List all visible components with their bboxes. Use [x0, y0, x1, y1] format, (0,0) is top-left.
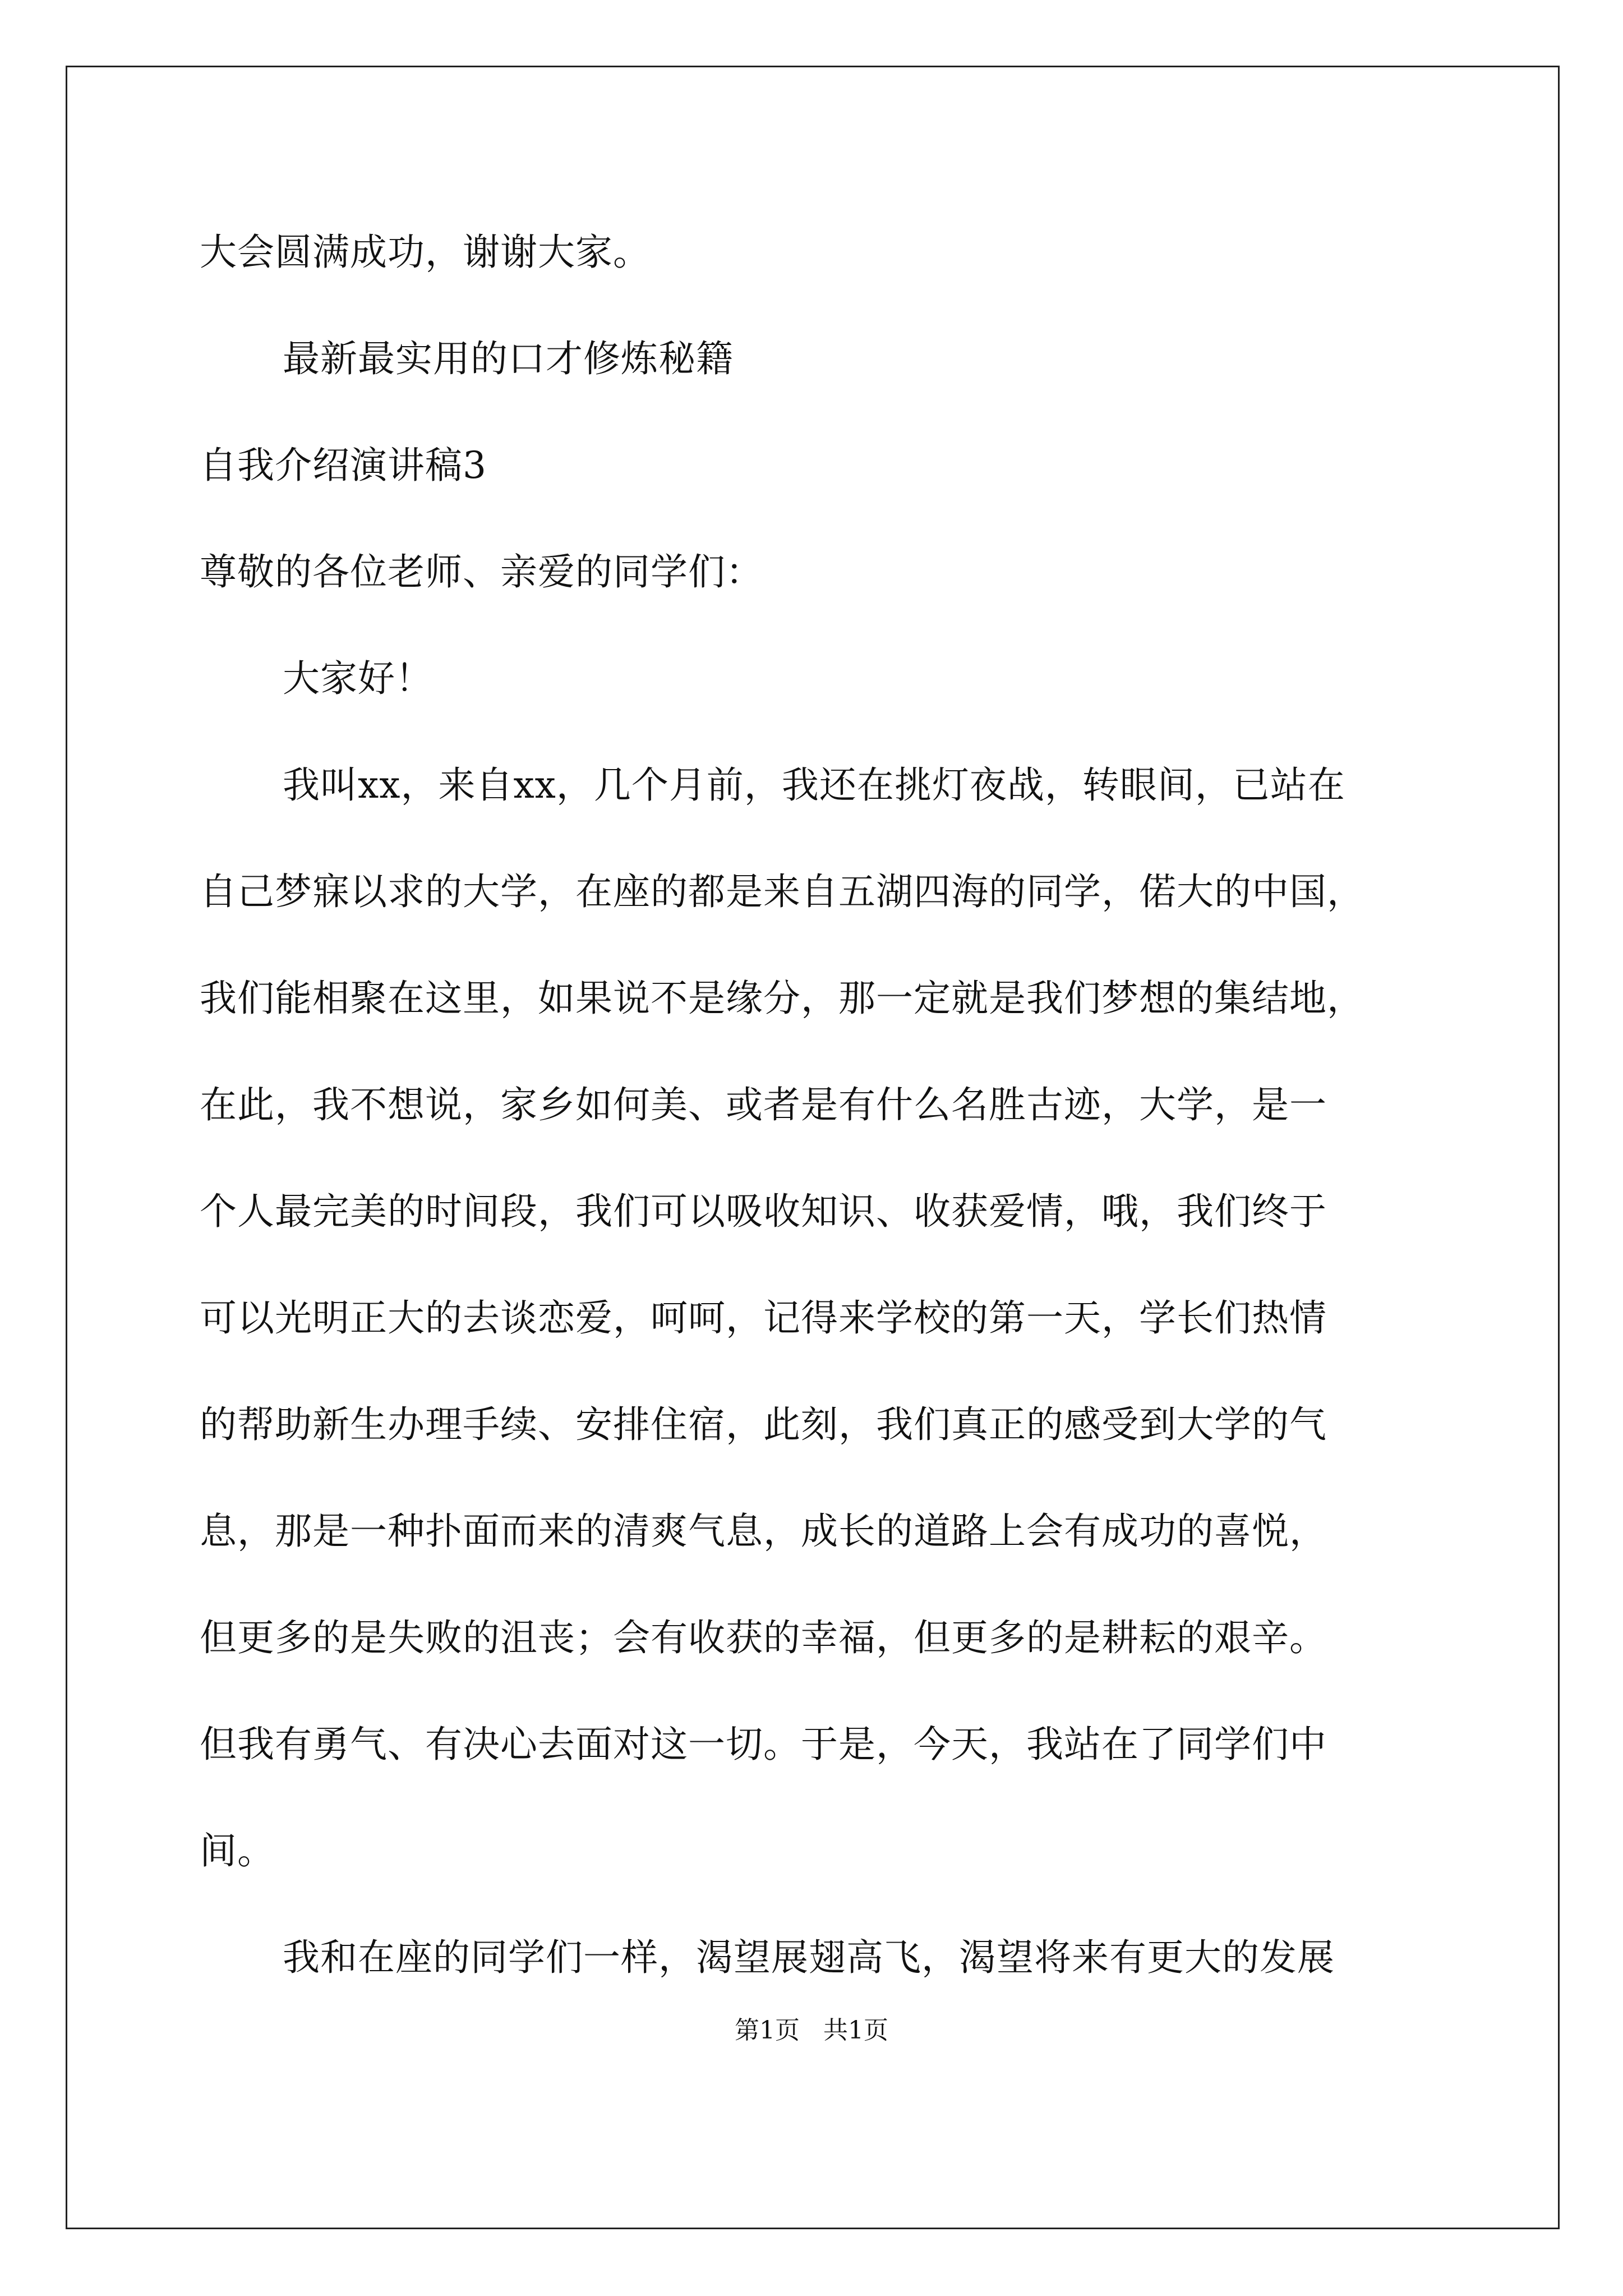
text-line-closing: 大会圆满成功，谢谢大家。: [200, 231, 651, 274]
text-line-ad-link: 最新最实用的口才修炼秘籍: [283, 337, 734, 380]
salutation: 尊敬的各位老师、亲爱的同学们：: [200, 550, 763, 593]
paragraph-line: 自己梦寐以求的大学，在座的都是来自五湖四海的同学，偌大的中国，: [200, 870, 1364, 913]
page-border: [66, 66, 1560, 2229]
paragraph-line: 的帮助新生办理手续、安排住宿，此刻，我们真正的感受到大学的气: [200, 1403, 1327, 1446]
paragraph-line: 个人最完美的时间段，我们可以吸收知识、收获爱情，哦，我们终于: [200, 1190, 1327, 1233]
paragraph-line: 在此，我不想说，家乡如何美、或者是有什么名胜古迹，大学，是一: [200, 1083, 1327, 1126]
paragraph-line: 间。: [200, 1829, 275, 1872]
greeting: 大家好！: [283, 657, 433, 700]
paragraph-line: 我和在座的同学们一样，渴望展翅高飞，渴望将来有更大的发展: [283, 1936, 1335, 1979]
paragraph-line: 但我有勇气、有决心去面对这一切。于是，今天，我站在了同学们中: [200, 1723, 1327, 1766]
section-heading: 自我介绍演讲稿3: [200, 444, 487, 487]
paragraph-line: 可以光明正大的去谈恋爱，呵呵，记得来学校的第一天，学长们热情: [200, 1296, 1327, 1340]
paragraph-line: 但更多的是失败的沮丧；会有收获的幸福，但更多的是耕耘的艰辛。: [200, 1616, 1327, 1659]
paragraph-line: 我们能相聚在这里，如果说不是缘分，那一定就是我们梦想的集结地，: [200, 977, 1364, 1020]
paragraph-line: 息，那是一种扑面而来的清爽气息，成长的道路上会有成功的喜悦，: [200, 1510, 1327, 1553]
page-number-footer: 第1页 共1页: [735, 2016, 888, 2045]
paragraph-line: 我叫xx，来自xx，几个月前，我还在挑灯夜战，转眼间，已站在: [283, 763, 1345, 807]
